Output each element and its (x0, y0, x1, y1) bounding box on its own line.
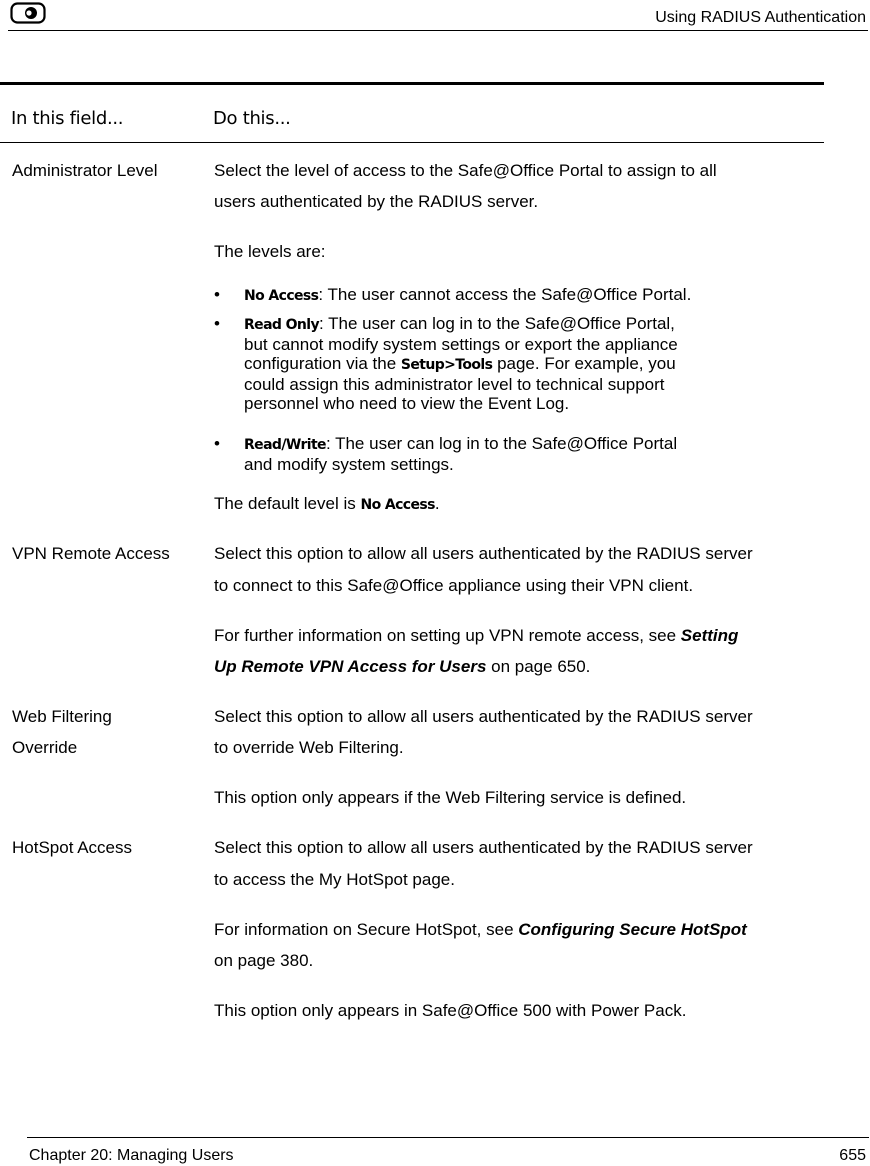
table-header-rule (0, 142, 824, 143)
vpn-further-line1 (214, 626, 738, 646)
footer-rule (27, 1137, 869, 1138)
read-only-line3a: configuration via the (244, 354, 401, 373)
term-read-write: Read/Write (244, 437, 326, 453)
checkpoint-logo-icon (10, 2, 46, 24)
bullet-icon: • (214, 434, 220, 453)
hotspot-page-ref: on page 380. (214, 951, 314, 970)
term-no-access: No Access (244, 288, 319, 304)
field-vpn-remote-access: VPN Remote Access (12, 544, 170, 563)
hotspot-info-line1 (214, 920, 747, 940)
vpn-page-ref: on page 650. (486, 657, 591, 676)
link-configuring-secure-hotspot[interactable]: Configuring Secure HotSpot (518, 920, 747, 939)
admin-levels-intro: The levels are: (214, 242, 326, 261)
header-logo (10, 2, 46, 24)
header-title: Using RADIUS Authentication (655, 9, 866, 26)
default-post: . (434, 494, 440, 513)
admin-default-level (214, 494, 440, 515)
read-only-line3b: page. For example, you (492, 354, 676, 373)
admin-desc-line2: users authenticated by the RADIUS server. (214, 192, 539, 211)
vpn-desc-line1: Select this option to allow all users authenticated by the RADIUS server (214, 544, 753, 563)
read-only-line1: : The user can log in to the Safe@Office Portal, (319, 314, 675, 333)
read-only-line5: personnel who need to view the Event Log. (244, 394, 570, 413)
web-filter-desc-line2: to override Web Filtering. (214, 738, 404, 757)
footer-page-number: 655 (839, 1147, 866, 1164)
term-read-only: Read Only (244, 317, 320, 333)
column-header-action: Do this... (213, 108, 291, 129)
hotspot-info-text: For information on Secure HotSpot, see (214, 920, 519, 939)
read-write-line1: : The user can log in to the Safe@Office Portal (325, 434, 678, 453)
bullet-icon: • (214, 314, 220, 333)
table-top-rule (0, 82, 824, 85)
no-access-text: : The user cannot access the Safe@Office Portal. (318, 285, 692, 304)
vpn-further-line2 (214, 657, 590, 677)
default-pre: The default level is (214, 494, 361, 513)
header-rule (8, 30, 868, 31)
link-setting-up-remote-vpn[interactable]: Setting (680, 626, 739, 645)
term-default-no-access: No Access (360, 497, 435, 513)
hotspot-desc-line1: Select this option to allow all users authenticated by the RADIUS server (214, 838, 753, 857)
field-override: Override (12, 738, 78, 757)
bullet-icon: • (214, 285, 220, 304)
admin-desc-line1: Select the level of access to the Safe@Office Portal to assign to all (214, 161, 717, 180)
hotspot-desc-line2: to access the My HotSpot page. (214, 870, 455, 889)
link-remote-vpn-access-for-users[interactable]: Up Remote VPN Access for Users (214, 657, 487, 676)
field-web-filtering: Web Filtering (12, 707, 112, 726)
read-write-line2: and modify system settings. (244, 455, 454, 474)
footer-chapter: Chapter 20: Managing Users (29, 1147, 234, 1164)
field-administrator-level: Administrator Level (12, 161, 158, 180)
term-setup-tools: Setup>Tools (400, 357, 493, 373)
web-filter-note: This option only appears if the Web Filtering service is defined. (214, 788, 687, 807)
vpn-desc-line2: to connect to this Safe@Office appliance using their VPN client. (214, 576, 694, 595)
hotspot-note: This option only appears in Safe@Office 500 with Power Pack. (214, 1001, 687, 1020)
column-header-field: In this field... (11, 108, 124, 129)
field-hotspot-access: HotSpot Access (12, 838, 133, 857)
read-only-line2: but cannot modify system settings or export the appliance (244, 335, 678, 354)
vpn-further-text: For further information on setting up VPN remote access, see (214, 626, 681, 645)
web-filter-desc-line1: Select this option to allow all users authenticated by the RADIUS server (214, 707, 753, 726)
read-only-line4: could assign this administrator level to technical support (244, 375, 665, 394)
